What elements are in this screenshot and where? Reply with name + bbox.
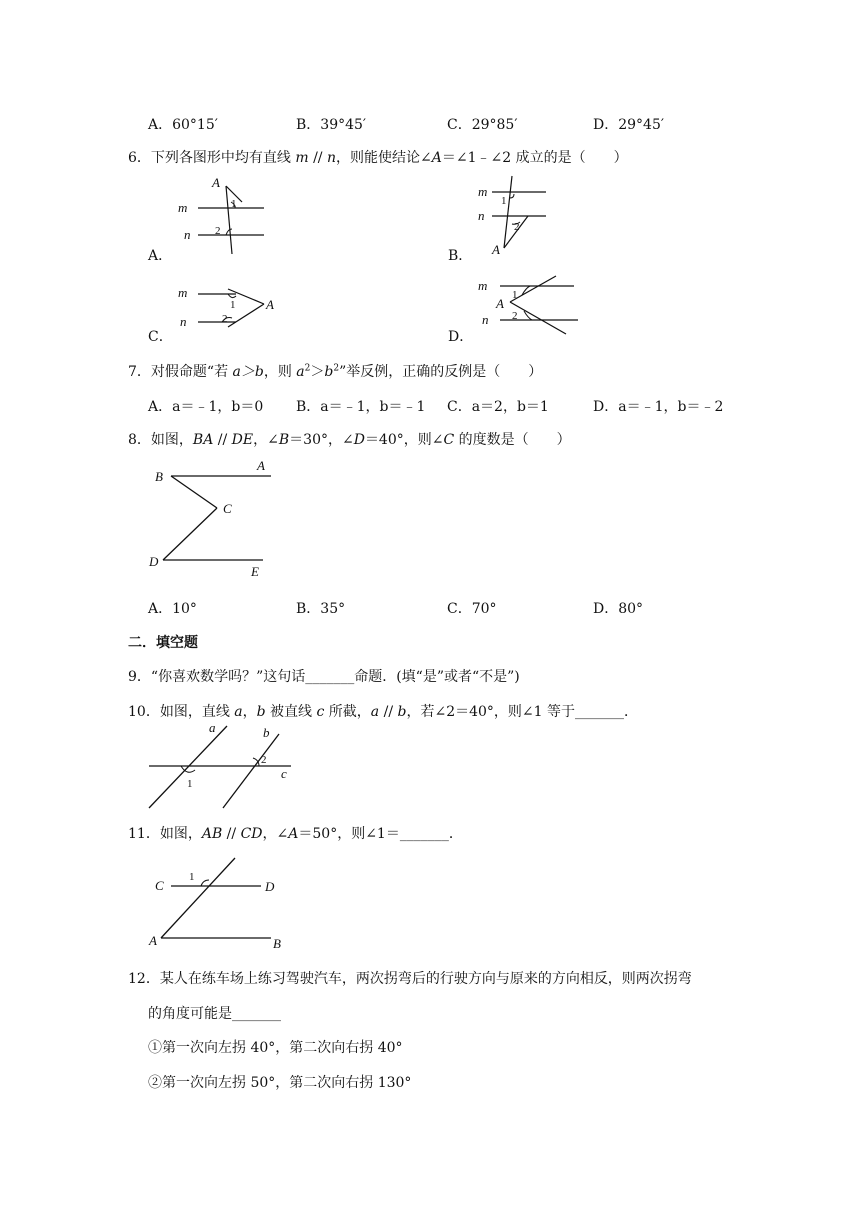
q11-label-a: A: [149, 933, 157, 948]
q6-stem-text: 6．下列各图形中均有直线: [128, 150, 296, 166]
q10-stem-mid2: 所截，: [324, 704, 371, 720]
q10-var-a: a: [234, 704, 243, 720]
q8-option-b: B．35°: [296, 601, 346, 617]
q6b-label-1: 1: [501, 195, 507, 207]
q6c-label-m: m: [178, 285, 188, 300]
q6-figure-b: [470, 172, 560, 260]
q10-stem: [128, 701, 638, 721]
q11-seg-cd: CD: [240, 826, 263, 842]
q11-var-a: A: [288, 826, 299, 842]
q10-label-b: b: [263, 725, 270, 740]
q7-var-a: a: [296, 364, 305, 380]
q10-stem-text: 10．如图，直线: [128, 704, 235, 720]
q6c-label-1: 1: [230, 299, 236, 311]
q6b-label-n: n: [478, 208, 485, 223]
q7-option-b: B．a＝﹣1，b＝﹣1: [296, 399, 426, 415]
q9-stem: 9．“你喜欢数学吗？”这句话_______命题．(填“是”或者“不是”): [128, 669, 520, 685]
q6-var-a: A: [431, 150, 442, 166]
q11-parallel: //: [222, 826, 241, 842]
q11-label-1: 1: [189, 871, 195, 883]
section-fill-in-title: 二．填空题: [128, 635, 198, 651]
q6-option-d-label: D．: [448, 329, 474, 345]
q8-stem-mid: ，∠: [253, 432, 279, 448]
q6-figure-d: [470, 274, 590, 338]
q6b-label-2: 2: [514, 221, 520, 233]
q8-var-d: D: [353, 432, 365, 448]
q6a-label-2: 2: [215, 225, 221, 237]
q6d-label-n: n: [482, 312, 489, 327]
q7-condition: a＞b: [232, 364, 264, 380]
q6a-label-1: 1: [231, 198, 237, 210]
q6c-label-n: n: [180, 314, 187, 329]
q10-stem-suffix: ，若∠2＝40°，则∠1 等于_______．: [406, 704, 639, 720]
q12-line2: 的角度可能是_______: [148, 1006, 281, 1022]
q11-label-c: C: [155, 878, 164, 893]
q8-label-d: D: [149, 554, 159, 569]
q8-stem: [128, 429, 571, 449]
q11-label-b: B: [273, 936, 281, 951]
q8-parallel: //: [213, 432, 232, 448]
q12-item-1: ①第一次向左拐 40°，第二次向右拐 40°: [148, 1040, 403, 1056]
q5-option-c: C．29°85′: [447, 117, 518, 133]
q6-figure-c: [170, 280, 280, 336]
q7-stem-mid: ，则: [263, 364, 297, 380]
q10-label-a: a: [209, 720, 216, 735]
q10-label-2: 2: [261, 754, 267, 766]
q10-var-b: b: [256, 704, 266, 720]
q11-label-d: D: [265, 879, 275, 894]
q6b-label-m: m: [478, 184, 488, 199]
q6a-label-a: A: [212, 175, 220, 190]
q10-label-c: c: [281, 766, 287, 781]
q11-stem: [128, 823, 463, 843]
q6a-label-m: m: [178, 200, 188, 215]
q7-stem: [128, 361, 542, 381]
q12-line1: 12．某人在练车场上练习驾驶汽车，两次拐弯后的行驶方向与原来的方向相反，则两次拐弯: [128, 971, 692, 987]
q8-val-2: ＝40°，则∠: [364, 432, 444, 448]
q8-label-e: E: [251, 564, 259, 579]
q10-parallel: //: [379, 704, 398, 720]
q10-var-a2: a: [370, 704, 380, 720]
q8-label-a: A: [257, 458, 265, 473]
q8-seg-de: DE: [231, 432, 254, 448]
q11-stem-text: 11．如图，: [128, 826, 202, 842]
q8-seg-ba: BA: [192, 432, 214, 448]
q6-option-a-label: A．: [148, 248, 173, 264]
q8-label-b: B: [155, 469, 163, 484]
q8-var-c: C: [443, 432, 455, 448]
q6d-label-2: 2: [512, 310, 518, 322]
q6-figure-a: [170, 172, 280, 258]
q5-option-a: A．60°15′: [148, 117, 218, 133]
q6-option-b-label: B．: [448, 248, 473, 264]
q7-var-b: b: [324, 364, 334, 380]
q6-option-c-label: C．: [148, 329, 173, 345]
q10-stem-mid: 被直线: [265, 704, 317, 720]
q7-sup-1: 2: [304, 363, 311, 374]
q6c-label-a: A: [266, 297, 274, 312]
q8-stem-suffix: 的度数是（ ）: [454, 432, 571, 448]
q6-parallel: //: [308, 150, 327, 166]
q10-var-b2: b: [397, 704, 407, 720]
q8-label-c: C: [223, 501, 232, 516]
q8-option-d: D．80°: [593, 601, 644, 617]
q8-stem-text: 8．如图，: [128, 432, 193, 448]
q6c-label-2: 2: [222, 313, 228, 325]
q6-var-m: m: [295, 150, 309, 166]
q7-sup-2: 2: [333, 363, 340, 374]
q8-option-c: C．70°: [447, 601, 497, 617]
q10-figure: [145, 720, 295, 812]
q6-stem: [128, 147, 628, 167]
q10-var-c: c: [316, 704, 325, 720]
q6d-label-1: 1: [512, 289, 518, 301]
q10-sep: ，: [242, 704, 257, 720]
q8-val-1: ＝30°，∠: [289, 432, 354, 448]
q6b-label-a: A: [492, 242, 500, 257]
q8-figure: [145, 456, 285, 582]
q10-label-1: 1: [187, 778, 193, 790]
q12-item-2: ②第一次向左拐 50°，第二次向右拐 130°: [148, 1075, 412, 1091]
q11-seg-ab: AB: [201, 826, 223, 842]
q6d-label-a: A: [496, 296, 504, 311]
q8-option-a: A．10°: [148, 601, 197, 617]
q7-stem-suffix: ”举反例，正确的反例是（ ）: [339, 364, 543, 380]
q5-option-d: D．29°45′: [593, 117, 665, 133]
q6-stem-suffix: ＝∠1﹣∠2 成立的是（ ）: [441, 150, 628, 166]
q11-figure: [145, 852, 295, 952]
q7-gt: ＞: [310, 364, 325, 380]
q11-stem-mid: ，∠: [262, 826, 289, 842]
q6-stem-mid: ，则能使结论∠: [336, 150, 432, 166]
q7-option-d: D．a＝﹣1，b＝﹣2: [593, 399, 724, 415]
q5-option-b: B．39°45′: [296, 117, 367, 133]
q6d-label-m: m: [478, 278, 488, 293]
q8-var-b: B: [278, 432, 290, 448]
q7-option-a: A．a＝﹣1，b＝0: [148, 399, 264, 415]
q6-var-n: n: [326, 150, 337, 166]
q7-stem-text: 7．对假命题“若: [128, 364, 233, 380]
q7-option-c: C．a＝2，b＝1: [447, 399, 549, 415]
q11-stem-suffix: ＝50°，则∠1＝_______．: [298, 826, 463, 842]
q6a-label-n: n: [184, 227, 191, 242]
